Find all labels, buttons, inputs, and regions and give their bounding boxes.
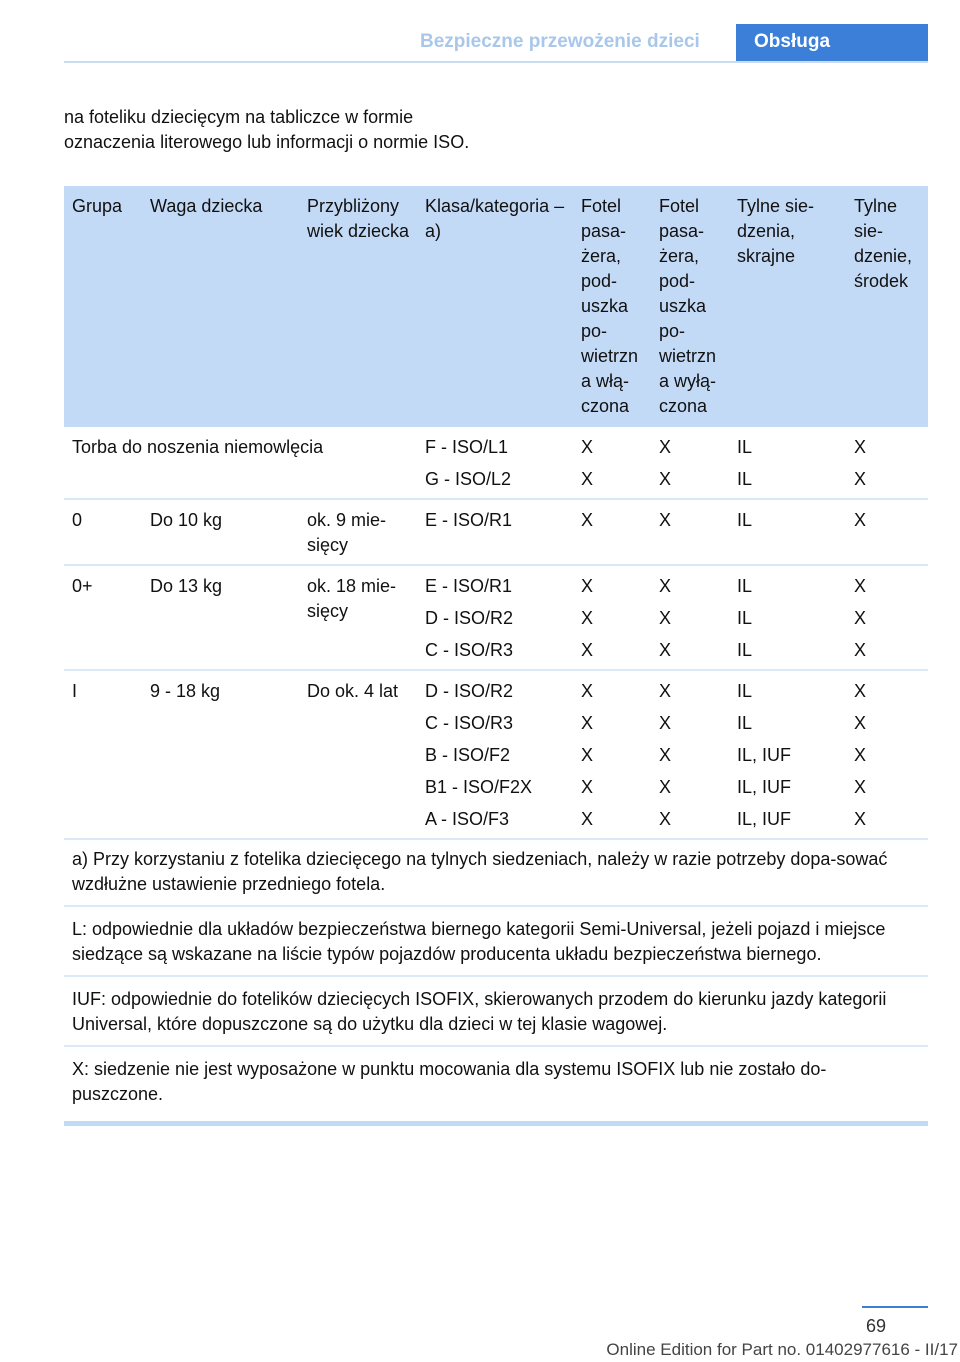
cell-value: X — [581, 576, 594, 596]
cell-value: X — [854, 469, 867, 489]
edition-info: Online Edition for Part no. 01402977616 - II/17 — [606, 1340, 958, 1359]
cell-value: X — [581, 777, 594, 797]
cell-value: X — [854, 640, 867, 660]
class-cell — [417, 565, 573, 670]
cell-value: X — [659, 437, 672, 457]
rear-middle-cell — [846, 427, 928, 499]
table-row — [64, 670, 928, 839]
cell-value: C - ISO/R3 — [425, 713, 514, 733]
cell-value: D - ISO/R2 — [425, 608, 514, 628]
group-cell: 0+ — [72, 576, 93, 596]
cell-value: IL — [737, 608, 753, 628]
rear-middle-cell — [846, 565, 928, 670]
cell-value: E - ISO/R1 — [425, 510, 513, 530]
cell-value: IL, IUF — [737, 777, 792, 797]
cell-value: X — [659, 713, 672, 733]
cell-value: X — [854, 809, 867, 829]
table-header-row — [64, 186, 928, 427]
group-cell: I — [72, 681, 78, 701]
cell-value: X — [581, 510, 594, 530]
col-header-passenger-airbag-on: Fotel pasa-żera, pod-uszka po-wietrzn a włą-czona — [573, 186, 651, 427]
cell-value: E - ISO/R1 — [425, 576, 513, 596]
cell-value: X — [581, 640, 594, 660]
col-header-group: Grupa — [64, 186, 142, 427]
age-cell: ok. 18 mie-sięcy — [307, 576, 397, 621]
rear-middle-cell — [846, 499, 928, 565]
cell-value: X — [659, 681, 672, 701]
class-cell — [417, 670, 573, 839]
age-cell: ok. 9 mie-sięcy — [307, 510, 387, 555]
intro-paragraph: na foteliku dziecięcym na tabliczce w formie oznaczenia literowego lub informacji o normie ISO. — [64, 107, 470, 152]
class-cell — [417, 427, 573, 499]
header-chapter-tab: Obsługa — [736, 24, 928, 63]
passenger-airbag-on-cell — [573, 565, 651, 670]
header-divider — [64, 61, 928, 63]
cell-value: IL — [737, 681, 753, 701]
cell-value: X — [854, 681, 867, 701]
table-notes — [64, 837, 928, 1126]
weight-cell: Do 10 kg — [150, 510, 223, 530]
footer-divider — [862, 1306, 928, 1308]
note-l: L: odpowiednie dla układów bezpieczeństwa biernego kategorii Semi-Universal, jeżeli pojazd i miejsce siedzące są wskazane na liście typów pojazdów producenta układu bezpieczeństwa biernego. — [64, 907, 928, 977]
cell-value: X — [659, 608, 672, 628]
cell-value: X — [659, 576, 672, 596]
rear-middle-cell — [846, 670, 928, 839]
cell-value: IL — [737, 713, 753, 733]
table-row — [64, 499, 928, 565]
cell-value: X — [854, 608, 867, 628]
cell-value: IL — [737, 469, 753, 489]
passenger-airbag-off-cell — [651, 427, 729, 499]
rear-outer-cell — [729, 427, 846, 499]
passenger-airbag-off-cell — [651, 565, 729, 670]
header-section-title: Bezpieczne przewożenie dzieci — [420, 31, 700, 52]
table-row — [64, 427, 928, 499]
cell-value: X — [854, 437, 867, 457]
rear-outer-cell — [729, 670, 846, 839]
cell-value: X — [854, 576, 867, 596]
col-header-rear-middle: Tylne sie-dzenie, środek — [846, 186, 928, 427]
cell-value: X — [854, 777, 867, 797]
note-iuf: IUF: odpowiednie do fotelików dziecięcych ISOFIX, skierowanych przodem do kierunku jazdy kategorii Universal, które dopuszczone są do użytku dla dzieci w tej klasie wagowej. — [64, 977, 928, 1047]
cell-value: X — [581, 608, 594, 628]
passenger-airbag-on-cell — [573, 427, 651, 499]
cell-value: X — [581, 809, 594, 829]
cell-value: X — [581, 681, 594, 701]
table-row — [64, 565, 928, 670]
rear-outer-cell — [729, 499, 846, 565]
col-header-rear-outer: Tylne sie-dzenia, skrajne — [729, 186, 846, 427]
weight-cell: 9 - 18 kg — [150, 681, 221, 701]
weight-cell: Do 13 kg — [150, 576, 223, 596]
note-x: X: siedzenie nie jest wyposażone w punktu mocowania dla systemu ISOFIX lub nie zostało do-puszczone. — [64, 1047, 928, 1126]
cell-value: X — [581, 745, 594, 765]
cell-value: B - ISO/F2 — [425, 745, 511, 765]
cell-value: IL — [737, 576, 753, 596]
note-a: a) Przy korzystaniu z fotelika dziecięcego na tylnych siedzeniach, należy w razie potrzeby dopa-sować wzdłużne ustawienie przedniego fotela. — [64, 837, 928, 907]
cell-value: IL — [737, 510, 753, 530]
cell-value: X — [659, 510, 672, 530]
cell-value: X — [854, 510, 867, 530]
cell-value: B1 - ISO/F2X — [425, 777, 533, 797]
cell-value: X — [581, 713, 594, 733]
cell-value: G - ISO/L2 — [425, 469, 512, 489]
col-header-age: Przybliżony wiek dziecka — [299, 186, 417, 427]
cell-value: A - ISO/F3 — [425, 809, 510, 829]
cell-value: X — [659, 745, 672, 765]
cell-value: X — [659, 469, 672, 489]
class-cell — [417, 499, 573, 565]
cell-value: IL — [737, 640, 753, 660]
cell-value: F - ISO/L1 — [425, 437, 509, 457]
page-number: 69 — [865, 1316, 886, 1336]
cell-value: X — [854, 713, 867, 733]
col-header-passenger-airbag-off: Fotel pasa-żera, pod-uszka po-wietrzn a wyłą-czona — [651, 186, 729, 427]
cell-value: IL — [737, 437, 753, 457]
child-seat-table — [64, 186, 928, 840]
group-cell: Torba do noszenia niemowlęcia — [72, 437, 324, 457]
cell-value: X — [581, 437, 594, 457]
cell-value: X — [659, 640, 672, 660]
cell-value: X — [581, 469, 594, 489]
passenger-airbag-off-cell — [651, 670, 729, 839]
passenger-airbag-on-cell — [573, 670, 651, 839]
cell-value: X — [659, 777, 672, 797]
cell-value: IL, IUF — [737, 809, 792, 829]
col-header-weight: Waga dziecka — [142, 186, 299, 427]
col-header-class: Klasa/kategoria – a) — [417, 186, 573, 427]
passenger-airbag-on-cell — [573, 499, 651, 565]
cell-value: IL, IUF — [737, 745, 792, 765]
group-cell: 0 — [72, 510, 83, 530]
passenger-airbag-off-cell — [651, 499, 729, 565]
cell-value: X — [659, 809, 672, 829]
age-cell: Do ok. 4 lat — [307, 681, 399, 701]
cell-value: D - ISO/R2 — [425, 681, 514, 701]
cell-value: C - ISO/R3 — [425, 640, 514, 660]
rear-outer-cell — [729, 565, 846, 670]
cell-value: X — [854, 745, 867, 765]
